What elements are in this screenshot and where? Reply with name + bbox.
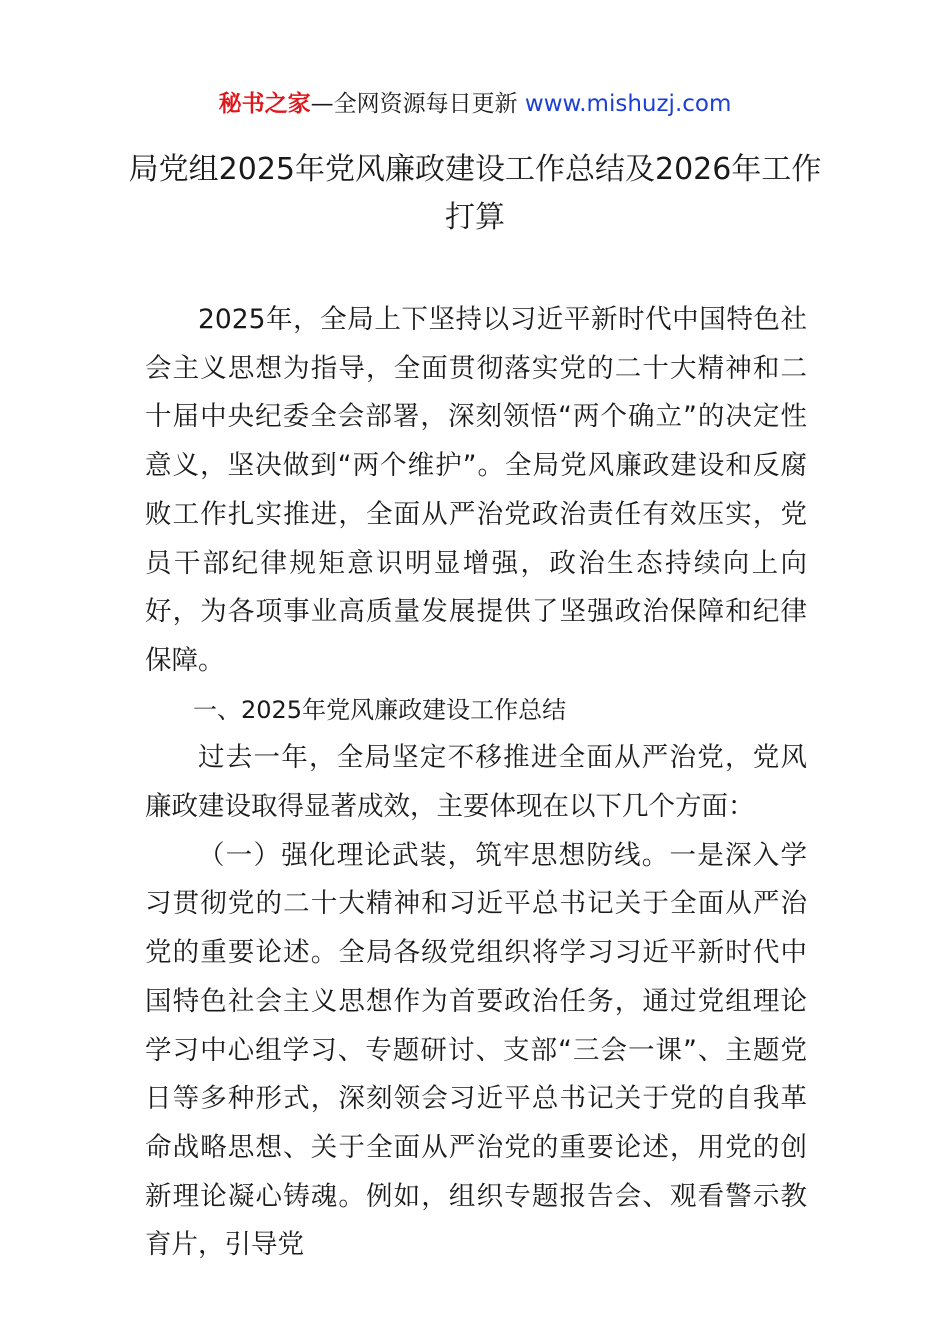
section-heading: 一、2025年党风廉政建设工作总结 xyxy=(193,695,567,724)
body-paragraph: 过去一年，全局坚定不移推进全面从严治党，党风廉政建设取得显著成效，主要体现在以下几个方面： xyxy=(145,742,807,823)
brand-name: 秘书之家 xyxy=(218,91,311,117)
header-slogan: 全网资源每日更新 xyxy=(333,91,518,117)
header-separator: — xyxy=(310,91,334,117)
document-title: 局党组2025年党风廉政建设工作总结及2026年工作打算 xyxy=(128,152,822,235)
document-body xyxy=(145,296,807,1270)
site-url-link[interactable]: www.mishuzj.com xyxy=(524,91,732,117)
intro-paragraph: 2025年，全局上下坚持以习近平新时代中国特色社会主义思想为指导，全面贯彻落实党的二十大精神和二十届中央纪委全会部署，深刻领悟“两个确立”的决定性意义，坚决做到“两个维护”。全局党风廉政建设和反腐败工作扎实推进，全面从严治党政治责任有效压实，党员干部纪律规矩意识明显增强，政治生态持续向上向好，为各项事业高质量发展提供了坚强政治保障和纪律保障。 xyxy=(145,304,807,676)
site-header xyxy=(0,88,950,120)
body-paragraph: （一）强化理论武装，筑牢思想防线。一是深入学习贯彻党的二十大精神和习近平总书记关于全面从严治党的重要论述。全局各级党组织将学习习近平新时代中国特色社会主义思想作为首要政治任务，通过党组理论学习中心组学习、专题研讨、支部“三会一课”、主题党日等多种形式，深刻领会习近平总书记关于党的自我革命战略思想、关于全面从严治党的重要论述，用党的创新理论凝心铸魂。例如，组织专题报告会、观看警示教育片，引导党 xyxy=(145,839,807,1261)
